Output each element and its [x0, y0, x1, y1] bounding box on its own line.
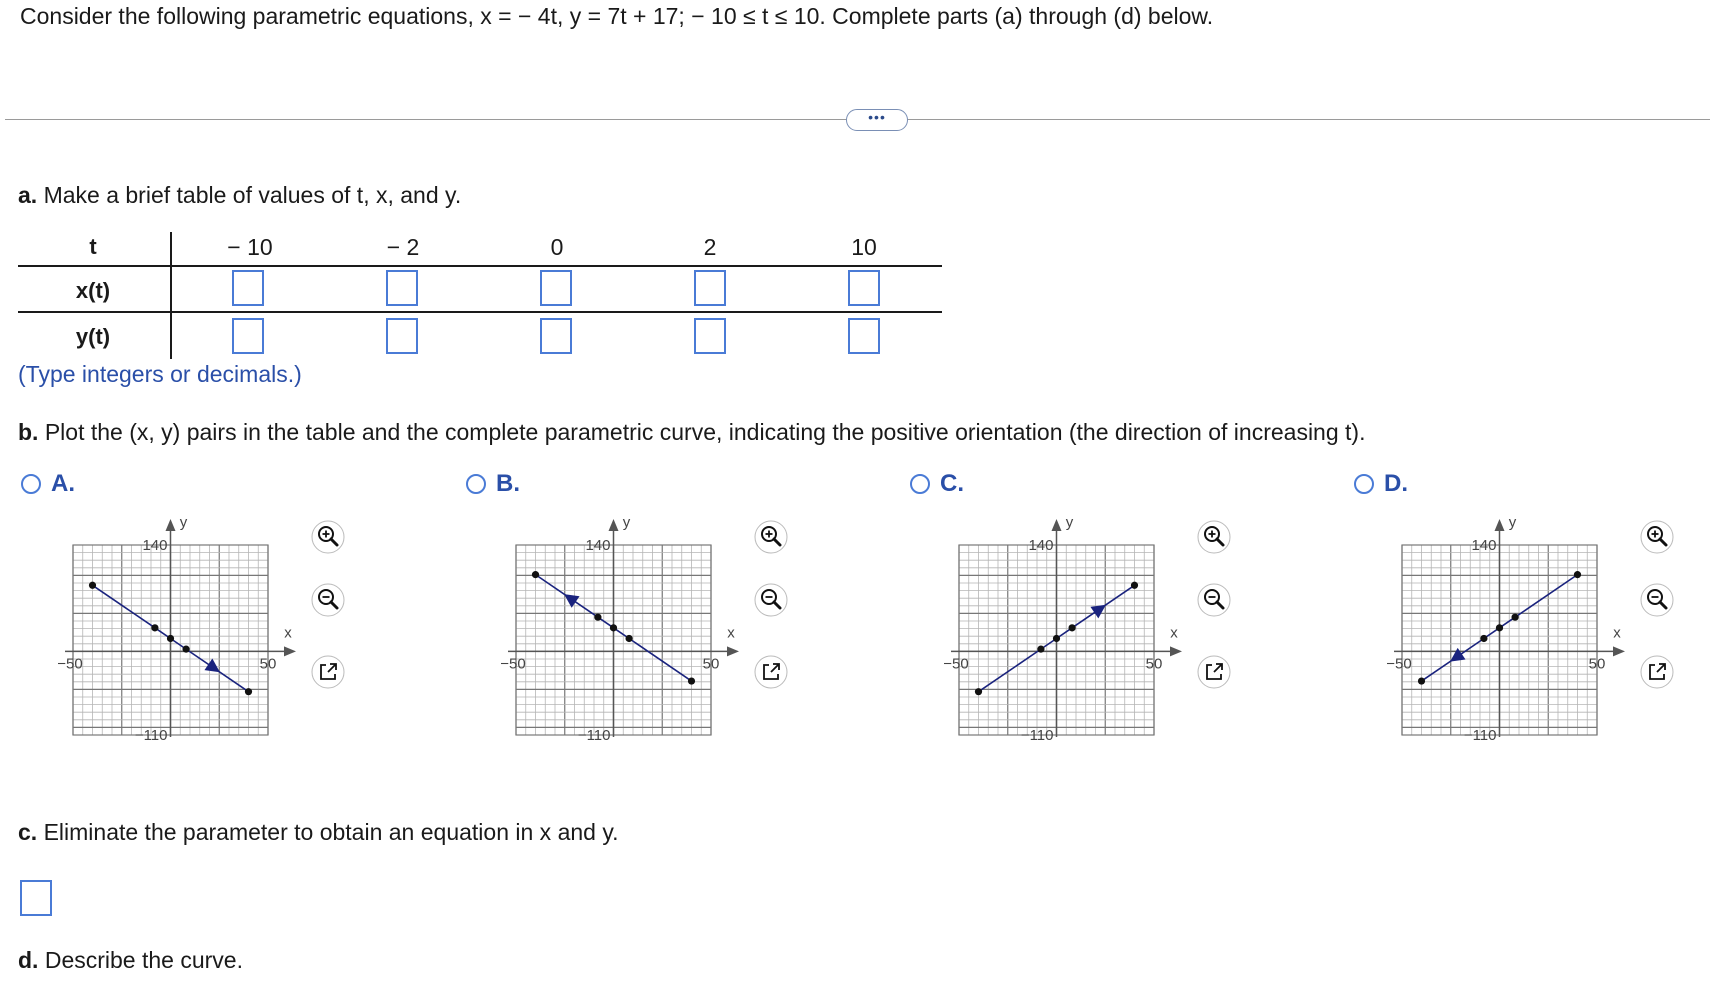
tool-button-bg	[1641, 584, 1673, 616]
table-header-t: t	[89, 234, 97, 259]
x-min-tick-label: −50	[57, 655, 83, 673]
part-b-instruction	[18, 419, 1365, 446]
data-point	[151, 624, 158, 631]
data-point	[167, 635, 174, 642]
t-value-4: 10	[851, 234, 877, 260]
y-axis-label: y	[1508, 514, 1517, 531]
t-value-0: − 10	[227, 234, 273, 260]
data-point	[245, 688, 252, 695]
y-min-tick-label: −110	[134, 727, 168, 744]
t-value-1: − 2	[386, 234, 420, 260]
x-axis-label: x	[284, 624, 292, 642]
popout-icon[interactable]	[754, 655, 788, 689]
y-max-tick-label: 140	[1028, 537, 1054, 554]
y-answer-1[interactable]	[386, 318, 418, 354]
x-axis-arrow	[1170, 646, 1182, 656]
data-point	[594, 614, 601, 621]
y-answer-0[interactable]	[232, 318, 264, 354]
x-axis-label: x	[727, 624, 735, 642]
x-max-tick-label: 50	[259, 655, 277, 673]
table-vertical-rule	[170, 232, 172, 359]
y-min-tick-label: −110	[1020, 727, 1054, 744]
data-point	[532, 571, 539, 578]
row-label-y: y(t)	[75, 324, 111, 349]
t-value-3: 2	[703, 234, 717, 260]
part-a-instruction	[18, 182, 461, 209]
y-max-tick-label: 140	[585, 537, 611, 554]
zoom-in-icon[interactable]	[311, 520, 345, 554]
y-answer-2[interactable]	[540, 318, 572, 354]
popout-icon[interactable]	[311, 655, 345, 689]
x-max-tick-label: 50	[1145, 655, 1163, 673]
table-rule-1	[18, 265, 942, 267]
question-prompt: Consider the following parametric equations, x = − 4t, y = 7t + 17; − 10 ≤ t ≤ 10. Complete parts (a) through (d) below.	[20, 3, 1214, 29]
x-axis-label: x	[1170, 624, 1178, 642]
zoom-in-icon[interactable]	[1640, 520, 1674, 554]
zoom-out-icon[interactable]	[1197, 583, 1231, 617]
data-point	[1480, 635, 1487, 642]
x-answer-4[interactable]	[848, 270, 880, 306]
y-min-tick-label: −110	[577, 727, 611, 744]
popout-icon[interactable]	[1197, 655, 1231, 689]
tool-button-bg	[1198, 584, 1230, 616]
data-point	[1053, 635, 1060, 642]
tool-button-bg	[755, 521, 787, 553]
tool-button-bg	[312, 584, 344, 616]
zoom-in-icon[interactable]	[754, 520, 788, 554]
part-d-letter: d.	[18, 947, 39, 973]
data-point	[688, 677, 695, 684]
y-axis-arrow	[1052, 519, 1062, 531]
part-c-instruction	[18, 819, 619, 846]
orientation-arrow	[204, 659, 220, 673]
tool-button-bg	[1641, 521, 1673, 553]
graph-option-a	[57, 510, 325, 744]
zoom-in-icon[interactable]	[1197, 520, 1231, 554]
tool-button-bg	[312, 521, 344, 553]
zoom-out-icon[interactable]	[311, 583, 345, 617]
y-axis-label: y	[1065, 514, 1074, 531]
part-c-text: Eliminate the parameter to obtain an equation in x and y.	[37, 819, 619, 845]
data-point	[975, 688, 982, 695]
y-axis-arrow	[609, 519, 619, 531]
x-axis-arrow	[1613, 646, 1625, 656]
data-point	[1496, 624, 1503, 631]
orientation-arrow	[1090, 605, 1106, 619]
x-answer-2[interactable]	[540, 270, 572, 306]
t-value-2: 0	[550, 234, 564, 260]
x-min-tick-label: −50	[943, 655, 969, 673]
data-point	[1069, 624, 1076, 631]
option-c-label[interactable]: C.	[940, 470, 964, 497]
part-a-text: Make a brief table of values of t, x, and y.	[37, 182, 462, 208]
option-b-radio[interactable]	[466, 474, 486, 494]
data-point	[1131, 582, 1138, 589]
part-a-letter: a.	[18, 182, 38, 208]
option-d-label[interactable]: D.	[1384, 470, 1408, 497]
data-point	[1418, 677, 1425, 684]
y-axis-label: y	[622, 514, 631, 531]
show-more-button[interactable]: •••	[846, 109, 908, 131]
orientation-arrow	[1450, 648, 1466, 662]
data-point	[626, 635, 633, 642]
y-answer-4[interactable]	[848, 318, 880, 354]
graph-option-b	[500, 510, 768, 744]
x-axis-arrow	[727, 646, 739, 656]
x-answer-3[interactable]	[694, 270, 726, 306]
row-label-x: x(t)	[75, 278, 111, 303]
option-a-radio[interactable]	[21, 474, 41, 494]
y-axis-label: y	[179, 514, 188, 531]
y-max-tick-label: 140	[1471, 537, 1497, 554]
x-min-tick-label: −50	[500, 655, 526, 673]
y-axis-arrow	[1495, 519, 1505, 531]
y-answer-3[interactable]	[694, 318, 726, 354]
option-d-radio[interactable]	[1354, 474, 1374, 494]
x-min-tick-label: −50	[1386, 655, 1412, 673]
tool-button-bg	[1198, 521, 1230, 553]
x-max-tick-label: 50	[1588, 655, 1606, 673]
part-c-letter: c.	[18, 819, 38, 845]
option-b-label[interactable]: B.	[496, 470, 520, 497]
tool-button-bg	[755, 584, 787, 616]
part-b-letter: b.	[18, 419, 39, 445]
equation-answer-box[interactable]	[20, 880, 52, 916]
x-answer-0[interactable]	[232, 270, 264, 306]
answer-format-hint: (Type integers or decimals.)	[18, 361, 302, 387]
part-d-instruction	[18, 947, 243, 974]
data-point	[1574, 571, 1581, 578]
x-max-tick-label: 50	[702, 655, 720, 673]
x-answer-1[interactable]	[386, 270, 418, 306]
data-point	[1512, 614, 1519, 621]
x-axis-arrow	[284, 646, 296, 656]
graph-option-d	[1386, 510, 1654, 744]
data-point	[610, 624, 617, 631]
option-a-label[interactable]: A.	[51, 470, 75, 497]
zoom-out-icon[interactable]	[754, 583, 788, 617]
option-c-radio[interactable]	[910, 474, 930, 494]
data-point	[1037, 646, 1044, 653]
popout-icon[interactable]	[1640, 655, 1674, 689]
x-axis-label: x	[1613, 624, 1621, 642]
y-max-tick-label: 140	[142, 537, 168, 554]
part-b-text: Plot the (x, y) pairs in the table and the complete parametric curve, indicating the positive orientation (the direction of increasing t).	[38, 419, 1366, 445]
y-axis-arrow	[166, 519, 176, 531]
part-d-text: Describe the curve.	[38, 947, 243, 973]
zoom-out-icon[interactable]	[1640, 583, 1674, 617]
data-point	[183, 646, 190, 653]
y-min-tick-label: −110	[1463, 727, 1497, 744]
data-point	[89, 582, 96, 589]
table-rule-2	[18, 311, 942, 313]
graph-option-c	[943, 510, 1211, 744]
